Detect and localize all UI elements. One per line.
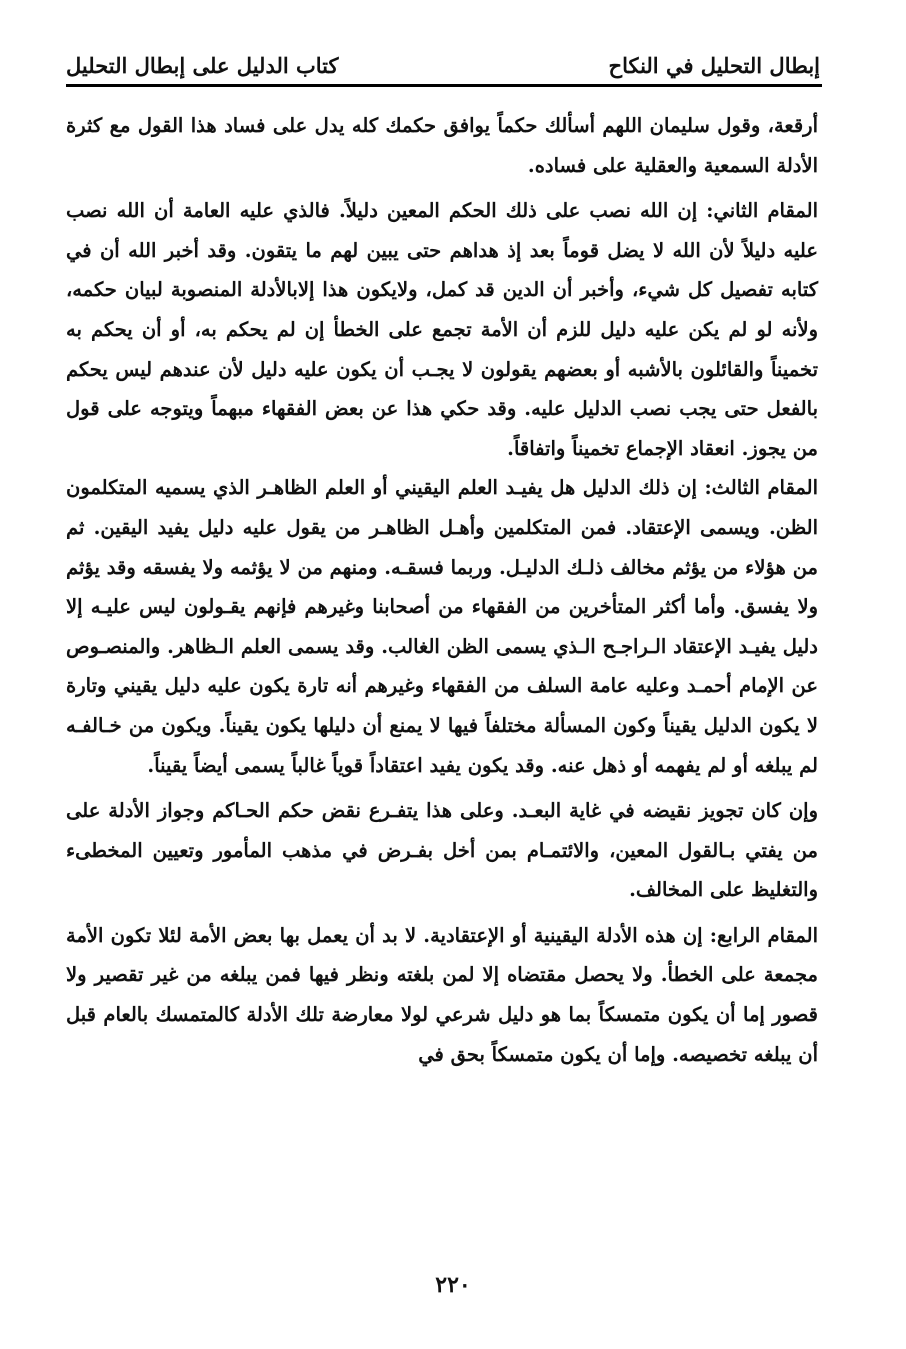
- paragraph-text: وإن كان تجويز نقيضه في غاية البعـد. وعلى هذا يتفـرع نقض حكم الحـاكم وجواز الأدلة على من يفتي بـالقول المعين، والائتمـام بمن أخل بفـرض في مذهب المأمور وتعيين المخطىء والتغليظ على المخالف.: [66, 799, 818, 902]
- running-header: [66, 44, 820, 78]
- page-number: ٢٢٠: [435, 1272, 471, 1298]
- section-label: المقام الرابع:: [709, 923, 819, 947]
- section-label: المقام الثالث:: [704, 476, 818, 500]
- paragraph-maqam-3: [66, 468, 818, 785]
- paragraph-maqam-4: [66, 916, 818, 1074]
- paragraph-continuation: [66, 106, 818, 185]
- paragraph-tajwiz: [66, 791, 818, 910]
- paragraph-text: إن الله نصب على ذلك الحكم المعين دليلاً. فالذي عليه العامة أن الله نصب عليه دليلاً لأن الله لا يضل قوماً بعد إذ هداهم حتى يبين لهم ما يتقون. وقد أخبر الله أن في كتابه تفصيل كل شيء، وأخبر أن الدين قد كمل، ولايكون هذا إلابالأدلة المنصوبة لبيان حكمه، ولأنه لو لم يكن عليه دليل للزم أن الأمة تجمع على الخطأ إن لم يحكم به، أو أن يحكم به تخميناً والقائلون بالأشبه أو بعضهم يقولون لا يجـب أن يكون عليه دليل لأن عندهم ليس يحكم بالفعل حتى يجب نصب الدليل عليه. وقد حكي هذا عن بعض الفقهاء مبهماً ويتوجه على قول من يجوز. انعقاد الإجماع تخميناً واتفاقاً.: [66, 199, 818, 460]
- header-rule: [66, 84, 822, 87]
- page-body: [66, 106, 818, 1074]
- paragraph-text: إن ذلك الدليل هل يفيـد العلم اليقيني أو العلم الظاهـر الذي يسميه المتكلمون الظن. ويسمى الإعتقاد. فمن المتكلمين وأهـل الظاهـر من يقول عليه دليل يفيد اليقين. ثم من هؤلاء من يؤثم مخالف ذلـك الدليـل. وربما فسقـه. ومنهم من لا يؤثمه ولا يفسقه وقد يؤثم ولا يفسق. وأما أكثر المتأخرين من الفقهاء من أصحابنا وغيرهم فإنهم يقـولون ليس عليـه إلا دليل يفيـد الإعتقاد الـراجـح الـذي يسمى الظن الغالب. وقد يسمى العلم الـظاهر. والمنصـوص عن الإمام أحمـد وعليه عامة السلف من الفقهاء وغيرهم أنه تارة يكون عليه دليل يقيني وتارة لا يكون الدليل يقيناً وكون المسألة مختلفاً فيها لا يمنع أن دليلها يكون يقيناً. ويكون من خـالفـه لم يبلغه أو لم يفهمه أو ذهل عنه. وقد يكون يفيد اعتقاداً قوياً غالباً يسمى أيضاً يقيناً.: [66, 476, 818, 777]
- paragraph-maqam-2: [66, 191, 818, 468]
- header-left-title: كتاب الدليل على إبطال التحليل: [66, 53, 339, 78]
- paragraph-text: إن هذه الأدلة اليقينية أو الإعتقادية. لا بد أن يعمل بها بعض الأمة لئلا تكون الأمة مجمعة على الخطأ. ولا يحصل مقتضاه إلا لمن بلغته ونظر فيها فمن يبلغه من غير تقصير ولا قصور إما أن يكون متمسكاً بما هو دليل شرعي لولا معارضة تلك الأدلة كالمتمسك بالعام قبل أن يبلغه تخصيصه. وإما أن يكون متمسكاً بحق في: [66, 923, 818, 1066]
- header-right-title: إبطال التحليل في النكاح: [608, 53, 820, 78]
- section-label: المقام الثاني:: [706, 199, 818, 223]
- paragraph-text: أرقعة، وقول سليمان اللهم أسألك حكماً يوافق حكمك كله يدل على فساد هذا القول مع كثرة الأدلة السمعية والعقلية على فساده.: [66, 114, 818, 177]
